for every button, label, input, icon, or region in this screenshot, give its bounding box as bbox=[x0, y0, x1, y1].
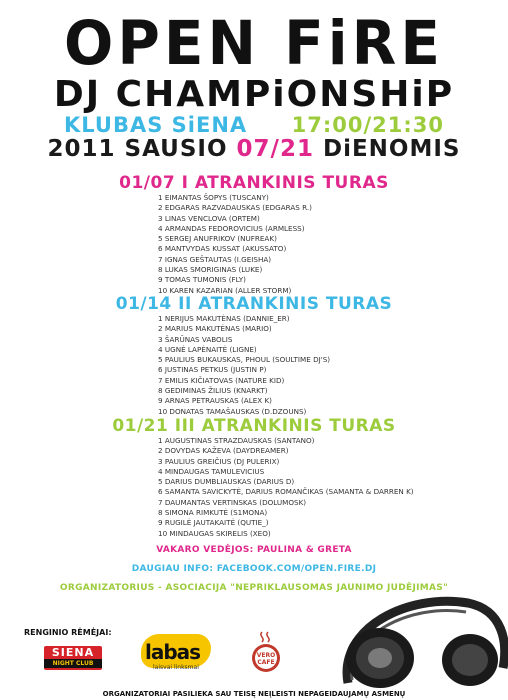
participant-item: 4 ARMANDAS FEDOROVICIUS (ARMLESS) bbox=[158, 223, 305, 233]
participant-item: 8 LUKAS SMORIGINAS (LUKE) bbox=[158, 265, 263, 275]
participant-item: 8 GEDIMINAS ŽILIUS (KNARKT) bbox=[158, 386, 268, 396]
participant-item: 6 JUSTINAS PETKUS (JUSTIN P) bbox=[158, 365, 267, 375]
event-subtitle: DJ CHAMPiONSHiP bbox=[53, 74, 455, 115]
date-prefix: 2011 SAUSIO bbox=[47, 136, 237, 162]
vero-cafe-logo bbox=[248, 630, 284, 676]
participant-item: 4 UGNĖ LAPĖNAITĖ (LIGNE) bbox=[158, 344, 257, 354]
date-highlight: 07/21 bbox=[236, 136, 314, 162]
participant-item: 6 MANTVYDAS KUSSAT (AKUSSATO) bbox=[158, 244, 287, 254]
round-3-title: 01/21 III ATRANKINIS TURAS bbox=[112, 416, 396, 436]
participant-item: 8 SIMONA RIMKUTĖ (S1MONA) bbox=[158, 508, 268, 518]
organizer-line: ORGANIZATORIUS - ASOCIACIJA "NEPRIKLAUSOMAS JAUNIMO JUDĖJIMAS" bbox=[59, 583, 449, 593]
svg-text:VERO: VERO bbox=[256, 652, 276, 659]
date-line bbox=[0, 136, 508, 162]
participant-item: 1 NERIJUS MAKUTĖNAS (DANNIE_ER) bbox=[158, 314, 290, 323]
sponsors-label: RENGINIO RĖMĖJAI: bbox=[24, 628, 112, 637]
date-suffix: DiENOMIS bbox=[313, 136, 461, 162]
labas-logo bbox=[145, 640, 211, 674]
participant-item: 7 IGNAS GEŠTAUTAS (I.GEISHA) bbox=[158, 254, 272, 264]
round-1-title: 01/07 I ATRANKINIS TURAS bbox=[119, 173, 389, 193]
participant-item: 1 EIMANTAS ŠOPYS (TUSCANY) bbox=[158, 193, 269, 202]
siena-logo-text: SIENA bbox=[51, 646, 95, 659]
venue-label: KLUBAS SiENA bbox=[64, 113, 248, 137]
participant-item: 5 SERGEJ ANUFRIKOV (NUFREAK) bbox=[158, 234, 277, 244]
participant-item: 3 ŠARŪNAS VABOLIS bbox=[158, 334, 233, 344]
participant-item: 7 EMILIS KIČIATOVAS (NATURE KID) bbox=[158, 375, 285, 385]
participant-item: 9 RUGILĖ JAUTAKAITĖ (QUTIE_) bbox=[158, 518, 269, 528]
participant-item: 4 MINDAUGAS TAMULEVICIUS bbox=[158, 466, 265, 476]
footer-disclaimer: ORGANIZATORIAI PASILIEKA SAU TEISĘ NEĮLEISTI NEPAGEIDAUJAMŲ ASMENŲ bbox=[102, 690, 406, 698]
svg-text:CAFE: CAFE bbox=[257, 659, 275, 666]
participant-item: 9 ARNAS PETRAUSKAS (ALEX K) bbox=[158, 396, 272, 406]
participant-item: 1 AUGUSTINAS STRAZDAUSKAS (SANTANO) bbox=[158, 436, 315, 445]
participant-item: 2 MARIUS MAKUTĖNAS (MARIO) bbox=[158, 324, 272, 334]
participant-item: 10 DONATAS TAMAŠAUSKAS (D.DZOUNS) bbox=[158, 406, 307, 416]
round-1-participants bbox=[158, 193, 312, 296]
round-3-participants bbox=[158, 436, 414, 539]
participant-item: 2 DOVYDAS KAŽEVA (DAYDREAMER) bbox=[158, 446, 289, 456]
labas-logo-text: labas bbox=[145, 640, 201, 664]
participant-item: 2 EDGARAS RAZVADAUSKAS (EDGARAS R.) bbox=[158, 203, 312, 213]
round-2-participants bbox=[158, 314, 330, 417]
event-title: OPEN FiRE bbox=[64, 7, 444, 79]
vero-cafe-cup-icon bbox=[248, 630, 284, 676]
participant-item: 9 TOMAS TUMONIS (FLY) bbox=[158, 275, 246, 285]
participant-item: 6 SAMANTA SAVICKYTĖ, DARIUS ROMANČIKAS (SAMANTA & DARREN K) bbox=[158, 487, 414, 497]
siena-logo-subtext: NIGHT CLUB bbox=[44, 659, 102, 668]
participant-item: 10 KAREN KAZARIAN (ALLER STORM) bbox=[158, 285, 292, 295]
headphones-icon bbox=[318, 588, 508, 688]
participant-item: 10 MINDAUGAS SKIRELIS (XEO) bbox=[158, 528, 271, 538]
participant-item: 5 PAULIUS BUKAUSKAS, PHOUL (SOULTIME DJ'S) bbox=[158, 355, 331, 365]
labas-logo-subtext: laisvai linksmai bbox=[153, 664, 199, 671]
more-info-line: DAUGIAU INFO: FACEBOOK.COM/OPEN.FIRE.DJ bbox=[131, 564, 377, 574]
venue-time-row bbox=[64, 113, 444, 137]
participant-item: 3 LINAS VENCLOVA (ORTEM) bbox=[158, 213, 260, 223]
time-label: 17:00/21:30 bbox=[291, 113, 444, 137]
participant-item: 3 PAULIUS GREIČIUS (DJ PULERIX) bbox=[158, 456, 280, 466]
participant-item: 7 DAUMANTAS VERTINSKAS (DOLUMOSK) bbox=[158, 497, 307, 507]
round-2-title: 01/14 II ATRANKINIS TURAS bbox=[115, 294, 393, 314]
hosts-line: VAKARO VEDĖJOS: PAULINA & GRETA bbox=[156, 545, 352, 555]
siena-logo bbox=[44, 646, 102, 670]
participant-item: 5 DARIUS DUMBLIAUSKAS (DARIUS D) bbox=[158, 477, 295, 487]
